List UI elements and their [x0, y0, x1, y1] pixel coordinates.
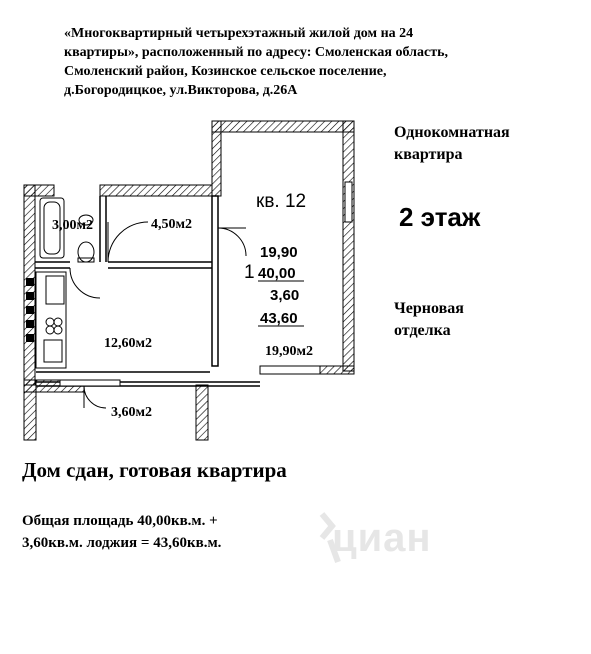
area-living: 19,90 — [260, 244, 298, 261]
room-area-bathroom: 3,00м2 — [52, 218, 94, 233]
room-area-loggia: 3,60м2 — [111, 405, 153, 420]
area-total: 40,00 — [258, 265, 296, 282]
watermark: циан — [332, 516, 432, 560]
floor-number: 2 этаж — [399, 202, 481, 232]
toilet-icon — [78, 242, 94, 262]
kitchen-counter — [36, 272, 66, 368]
room-area-hall: 4,50м2 — [151, 217, 193, 232]
finish-type: Черновая отделка — [394, 300, 464, 339]
apartment-type: Однокомнатная квартира — [394, 124, 510, 163]
area-loggia: 3,60 — [270, 287, 300, 304]
outer-walls — [24, 121, 354, 440]
area-grand-total: 43,60 — [260, 310, 298, 327]
building-description: «Многоквартирный четырехэтажный жилой дом на 24 квартиры», расположенный по адресу: Смоленская область, Смоленский район, Козинское сельское поселение, д.Богородицкое, ул.Викторова, д.26А — [64, 26, 448, 98]
room-area-kitchen: 12,60м2 — [104, 336, 153, 351]
status-heading: Дом сдан, готовая квартира — [22, 458, 287, 482]
room-area-living: 19,90м2 — [265, 344, 314, 359]
rooms-count: 1 — [244, 262, 255, 283]
area-summary: Общая площадь 40,00кв.м. + 3,60кв.м. лоджия = 43,60кв.м. — [22, 513, 222, 551]
apartment-number: кв. 12 — [256, 191, 307, 212]
